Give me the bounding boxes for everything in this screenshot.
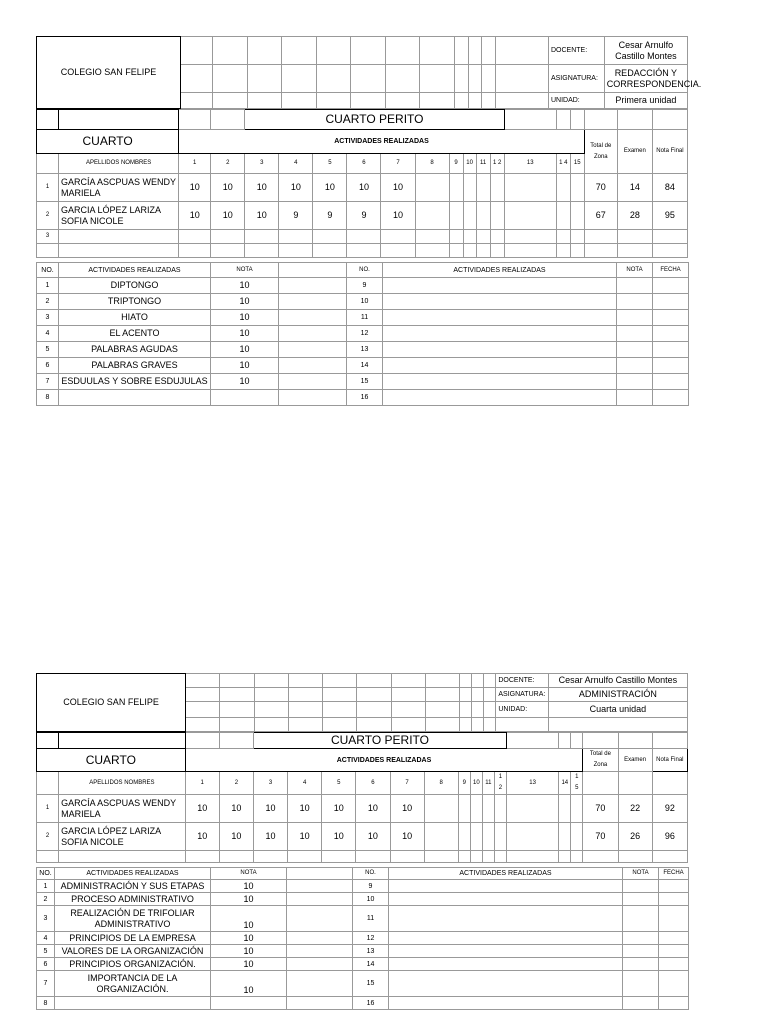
activity-number: 10 (347, 294, 383, 310)
activities-list-header: ACTIVIDADES REALIZADAS (389, 868, 623, 880)
score-cell: 10 (211, 174, 245, 202)
examen-header: Examen (617, 130, 652, 174)
list-item (37, 294, 689, 310)
student-row (37, 823, 688, 851)
col-number: 2 (219, 772, 253, 795)
student-row (37, 795, 688, 823)
col-number: 1 (179, 154, 211, 174)
list-item (37, 310, 689, 326)
list-item (37, 326, 689, 342)
final-grade: 92 (652, 795, 687, 823)
grade-label: CUARTO (37, 130, 179, 154)
exam-score: 28 (617, 202, 652, 230)
zona-header: Total de Zona (583, 749, 618, 772)
activity-name (59, 390, 211, 406)
activity-grade (211, 997, 287, 1010)
nota-header: NOTA (211, 263, 279, 278)
col-number: 11 (476, 154, 490, 174)
nota-header: NOTA (211, 868, 287, 880)
score-cell: 10 (253, 795, 287, 823)
no-header: NO. (37, 263, 59, 278)
asignatura-value: REDACCIÓN Y CORRESPONDENCIA. (604, 65, 687, 93)
nota-header: NOTA (623, 868, 659, 880)
col-number: 10 (470, 772, 482, 795)
col-number: 1 4 (556, 154, 570, 174)
unidad-label: UNIDAD: (548, 93, 604, 109)
activity-number: 8 (37, 997, 55, 1010)
sheet-title: CUARTO PERITO (245, 110, 504, 130)
score-cell: 10 (313, 174, 347, 202)
grade-sheet-1 (36, 36, 702, 406)
list-item (37, 971, 689, 997)
grades-table (36, 732, 688, 863)
score-cell: 10 (219, 795, 253, 823)
activities-list (36, 262, 689, 406)
list-item (37, 358, 689, 374)
asignatura-label: ASIGNATURA: (496, 688, 548, 702)
col-number: 14 (559, 772, 571, 795)
list-item (37, 880, 689, 893)
activity-name: ADMINISTRACIÓN Y SUS ETAPAS (55, 880, 211, 893)
grade-sheet-2 (36, 673, 688, 1010)
activity-name: REALIZACIÓN DE TRIFOLIAR ADMINISTRATIVO (55, 906, 211, 932)
no-header: NO. (353, 868, 389, 880)
final-header: Nota Final (652, 130, 687, 174)
activity-number: 16 (353, 997, 389, 1010)
activity-number: 5 (37, 342, 59, 358)
activity-number: 6 (37, 958, 55, 971)
col-number: 11 (482, 772, 494, 795)
student-name: GARCIA LÓPEZ LARIZA SOFIA NICOLE (59, 202, 179, 230)
docente-value: Cesar Arnulfo Castillo Montes (604, 37, 687, 65)
exam-score: 26 (618, 823, 652, 851)
col-number: 13 (507, 772, 559, 795)
activities-list-header: ACTIVIDADES REALIZADAS (55, 868, 211, 880)
zona-total: 70 (584, 174, 617, 202)
activity-number: 5 (37, 945, 55, 958)
student-name: GARCIA LÓPEZ LARIZA SOFIA NICOLE (59, 823, 186, 851)
student-name: GARCÍA ASCPUAS WENDY MARIELA (59, 795, 186, 823)
activity-number: 16 (347, 390, 383, 406)
score-cell: 10 (288, 795, 322, 823)
docente-label: DOCENTE: (496, 674, 548, 688)
final-grade: 84 (652, 174, 687, 202)
list-item (37, 958, 689, 971)
score-cell: 9 (313, 202, 347, 230)
col-number: 4 (288, 772, 322, 795)
activity-name: PALABRAS GRAVES (59, 358, 211, 374)
asignatura-label: ASIGNATURA: (548, 65, 604, 93)
fecha-header: FECHA (653, 263, 689, 278)
col-number: 5 (322, 772, 356, 795)
list-item (37, 945, 689, 958)
activity-number: 4 (37, 932, 55, 945)
col-number: 15 (570, 154, 584, 174)
score-cell: 10 (322, 823, 356, 851)
activity-number: 3 (37, 310, 59, 326)
activities-header: ACTIVIDADES REALIZADAS (185, 749, 583, 772)
activity-name: TRIPTONGO (59, 294, 211, 310)
activity-name: VALORES DE LA ORGANIZACIÓN (55, 945, 211, 958)
unidad-label: UNIDAD: (496, 702, 548, 718)
student-number: 2 (37, 202, 59, 230)
activity-number: 12 (353, 932, 389, 945)
activity-name: PRINCIPIOS DE LA EMPRESA (55, 932, 211, 945)
list-item (37, 278, 689, 294)
activity-grade: 10 (211, 893, 287, 906)
student-row (37, 230, 688, 244)
asignatura-value: ADMINISTRACIÓN (548, 688, 687, 702)
sheet-title: CUARTO PERITO (253, 733, 506, 749)
col-number: 7 (390, 772, 424, 795)
exam-score: 22 (618, 795, 652, 823)
no-header: NO. (347, 263, 383, 278)
activity-number: 1 (37, 880, 55, 893)
list-item (37, 906, 689, 932)
score-cell: 10 (288, 823, 322, 851)
col-number: 8 (415, 154, 449, 174)
activity-number: 9 (353, 880, 389, 893)
school-name: COLEGIO SAN FELIPE (37, 37, 181, 109)
score-cell: 10 (245, 174, 279, 202)
activity-grade: 10 (211, 326, 279, 342)
activity-number: 7 (37, 374, 59, 390)
activity-number: 4 (37, 326, 59, 342)
student-row (37, 174, 688, 202)
col-number: 6 (347, 154, 381, 174)
activity-grade: 10 (211, 358, 279, 374)
docente-value: Cesar Arnulfo Castillo Montes (548, 674, 687, 688)
score-cell: 10 (381, 202, 415, 230)
score-cell: 10 (185, 795, 219, 823)
activity-number: 8 (37, 390, 59, 406)
header-table (36, 36, 702, 109)
score-cell: 10 (356, 795, 390, 823)
student-number: 2 (37, 823, 59, 851)
score-cell: 9 (279, 202, 313, 230)
final-header: Nota Final (652, 749, 687, 772)
col-number: 9 (449, 154, 463, 174)
score-cell: 10 (211, 202, 245, 230)
score-cell: 10 (390, 795, 424, 823)
col-number: 1 2 (490, 154, 504, 174)
docente-label: DOCENTE: (548, 37, 604, 65)
student-number: 1 (37, 174, 59, 202)
score-cell: 10 (179, 202, 211, 230)
activity-number: 3 (37, 906, 55, 932)
activity-grade: 10 (211, 906, 287, 932)
activity-number: 2 (37, 294, 59, 310)
score-cell: 10 (185, 823, 219, 851)
activity-number: 7 (37, 971, 55, 997)
student-number: 3 (37, 230, 59, 244)
activity-grade: 10 (211, 971, 287, 997)
activity-name: PROCESO ADMINISTRATIVO (55, 893, 211, 906)
col-number: 5 (313, 154, 347, 174)
activity-name: ESDUULAS Y SOBRE ESDUJULAS (59, 374, 211, 390)
activity-number: 11 (347, 310, 383, 326)
final-grade: 95 (652, 202, 687, 230)
student-row (37, 202, 688, 230)
final-grade: 96 (652, 823, 687, 851)
col-number: 1 2 (494, 772, 506, 795)
activity-name: PALABRAS AGUDAS (59, 342, 211, 358)
activity-grade: 10 (211, 374, 279, 390)
activity-name: DIPTONGO (59, 278, 211, 294)
col-number: 1 (185, 772, 219, 795)
col-number: 4 (279, 154, 313, 174)
activity-grade: 10 (211, 342, 279, 358)
col-number: 2 (211, 154, 245, 174)
activity-number: 15 (353, 971, 389, 997)
activity-grade: 10 (211, 958, 287, 971)
col-number: 9 (458, 772, 470, 795)
activity-grade: 10 (211, 932, 287, 945)
student-number: 1 (37, 795, 59, 823)
col-number: 10 (463, 154, 476, 174)
activities-header: ACTIVIDADES REALIZADAS (179, 130, 585, 154)
activities-list (36, 867, 689, 1010)
grade-label: CUARTO (37, 749, 186, 772)
names-header: APELLIDOS NOMBRES (59, 154, 179, 174)
activity-grade: 10 (211, 310, 279, 326)
activity-name (55, 997, 211, 1010)
col-number: 7 (381, 154, 415, 174)
col-number: 3 (253, 772, 287, 795)
activity-number: 13 (353, 945, 389, 958)
activity-grade: 10 (211, 880, 287, 893)
score-cell: 10 (253, 823, 287, 851)
col-number: 6 (356, 772, 390, 795)
score-cell: 10 (347, 174, 381, 202)
activities-list-header: ACTIVIDADES REALIZADAS (59, 263, 211, 278)
list-item (37, 342, 689, 358)
activities-list-header: ACTIVIDADES REALIZADAS (383, 263, 617, 278)
no-header: NO. (37, 868, 55, 880)
activity-grade (211, 390, 279, 406)
activity-number: 14 (347, 358, 383, 374)
score-cell: 10 (381, 174, 415, 202)
header-table (36, 673, 688, 732)
activity-grade: 10 (211, 294, 279, 310)
student-name: GARCÍA ASCPUAS WENDY MARIELA (59, 174, 179, 202)
zona-header: Total de Zona (584, 130, 617, 174)
activity-name: HIATO (59, 310, 211, 326)
score-cell: 10 (322, 795, 356, 823)
unidad-value: Cuarta unidad (548, 702, 687, 718)
list-item (37, 893, 689, 906)
grades-table (36, 109, 688, 258)
activity-name: IMPORTANCIA DE LA ORGANIZACIÓN. (55, 971, 211, 997)
activity-number: 11 (353, 906, 389, 932)
activity-number: 9 (347, 278, 383, 294)
score-cell: 10 (245, 202, 279, 230)
activity-number: 6 (37, 358, 59, 374)
exam-score: 14 (617, 174, 652, 202)
score-cell: 10 (356, 823, 390, 851)
list-item (37, 374, 689, 390)
school-name: COLEGIO SAN FELIPE (37, 674, 186, 732)
list-item (37, 932, 689, 945)
activity-name: EL ACENTO (59, 326, 211, 342)
zona-total: 70 (583, 823, 618, 851)
list-item (37, 390, 689, 406)
activity-number: 1 (37, 278, 59, 294)
score-cell: 10 (179, 174, 211, 202)
activity-number: 2 (37, 893, 55, 906)
examen-header: Examen (618, 749, 652, 772)
score-cell: 10 (279, 174, 313, 202)
fecha-header: FECHA (659, 868, 689, 880)
activity-number: 14 (353, 958, 389, 971)
activity-number: 10 (353, 893, 389, 906)
activity-number: 12 (347, 326, 383, 342)
activity-number: 13 (347, 342, 383, 358)
col-number: 13 (504, 154, 556, 174)
score-cell: 9 (347, 202, 381, 230)
col-number: 1 5 (571, 772, 583, 795)
activity-grade: 10 (211, 278, 279, 294)
nota-header: NOTA (617, 263, 653, 278)
activity-number: 15 (347, 374, 383, 390)
unidad-value: Primera unidad (604, 93, 687, 109)
score-cell: 10 (390, 823, 424, 851)
col-number: 8 (424, 772, 458, 795)
list-item (37, 997, 689, 1010)
activity-grade: 10 (211, 945, 287, 958)
zona-total: 67 (584, 202, 617, 230)
activity-name: PRINCIPIOS ORGANIZACIÓN. (55, 958, 211, 971)
zona-total: 70 (583, 795, 618, 823)
names-header: APELLIDOS NOMBRES (59, 772, 186, 795)
col-number: 3 (245, 154, 279, 174)
score-cell: 10 (219, 823, 253, 851)
